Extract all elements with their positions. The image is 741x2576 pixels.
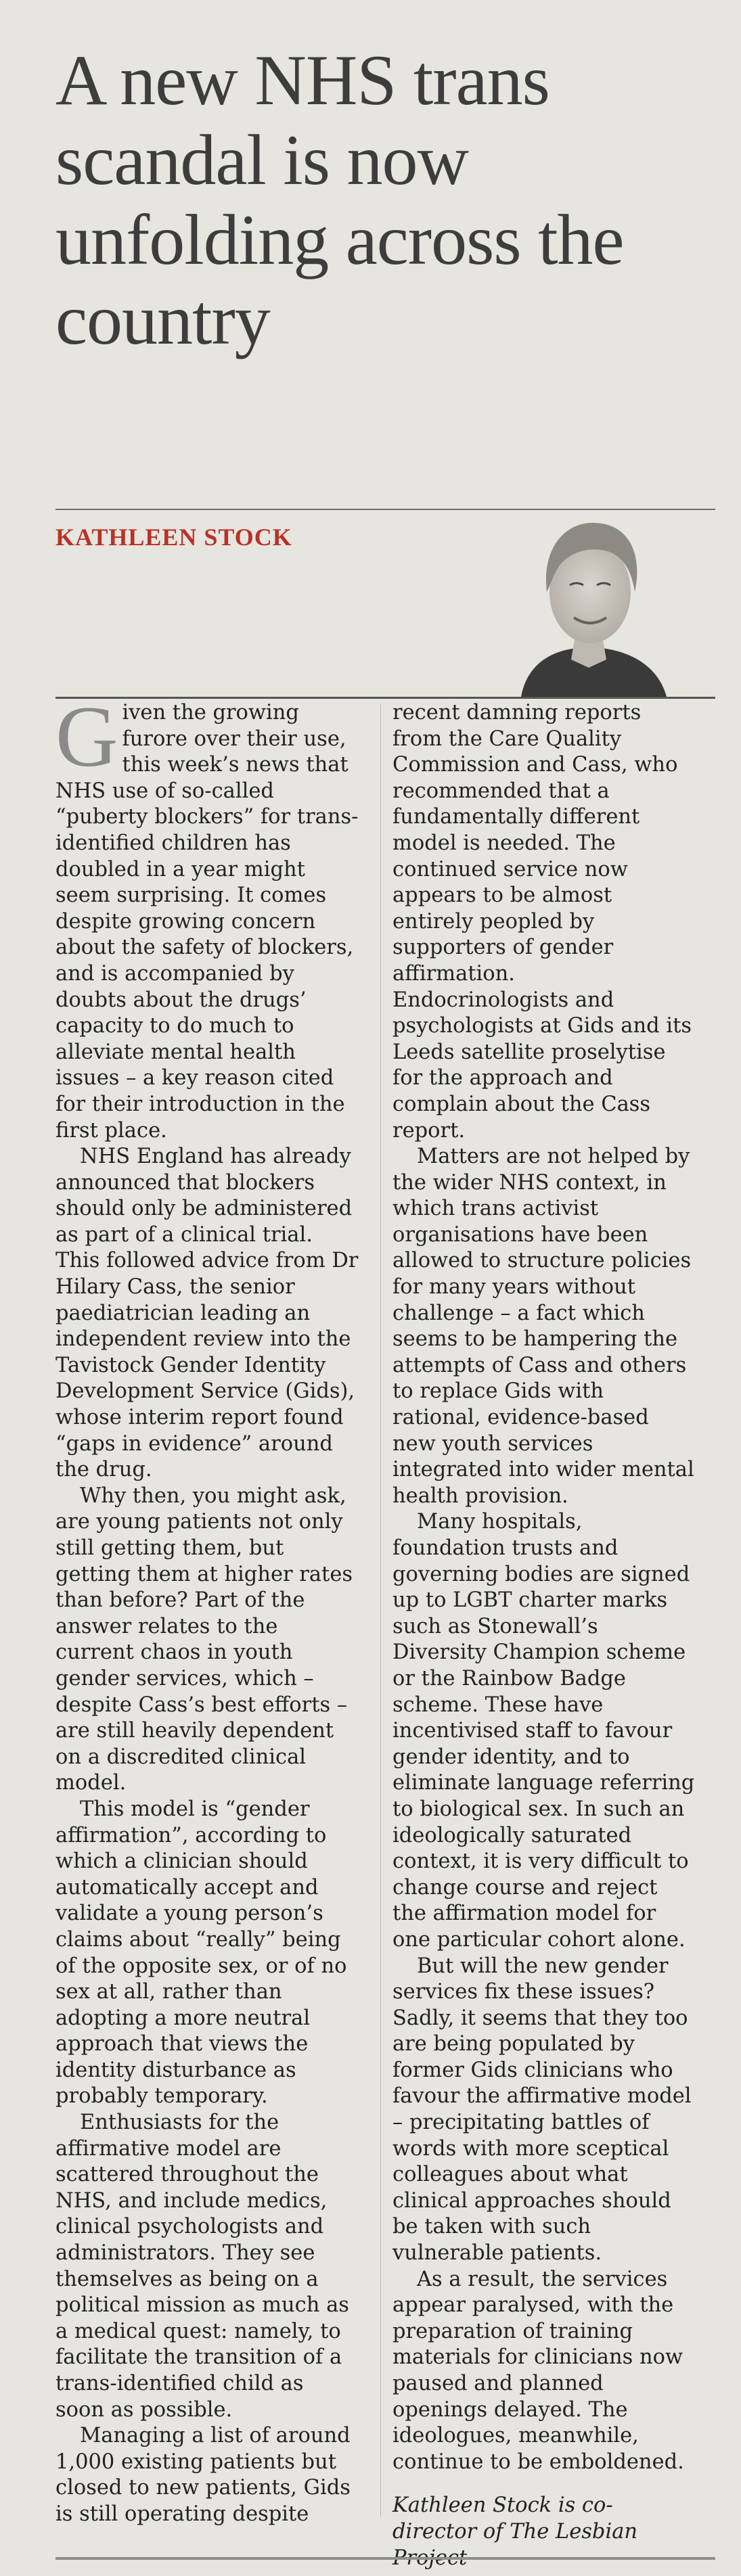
paragraph-8: Matters are not helped by the wider NHS context, in which trans activist organisations have been allowed to structure policies for many years without challenge – a fact which seems to be hampering the attempts of Cass and others to replace Gids with rational, evidence-based new youth services integrated into wider mental health provision. bbox=[392, 1145, 694, 1508]
paragraph-11: As a result, the services appear paralysed, with the preparation of training materials for clinicians now paused and planned openings delayed. The ideologues, meanwhile, continue to be emboldened. bbox=[392, 2267, 684, 2474]
column-divider bbox=[380, 704, 381, 2516]
author-bio: Kathleen Stock is co-director of The Lesbian Project bbox=[392, 2493, 638, 2570]
paragraph-5: Enthusiasts for the affirmative model are scattered throughout the NHS, and include medics, clinical psychologists and administrators. They see themselves as being on a political mission as much as a medical quest: namely, to facilitate the transition of a trans-identified child as soon as possible. bbox=[55, 2111, 349, 2422]
paragraph-7: recent damning reports from the Care Quality Commission and Cass, who recommended that a fundamentally different model is needed. The continued service now appears to be almost entirely peopled by supporters of gender affirmation. Endocrinologists and psychologists at Gids and its Leeds satellite proselytise for the approach and complain about the Cass report. bbox=[392, 701, 692, 1143]
dropcap: G bbox=[55, 689, 118, 785]
paragraph-6: Managing a list of around 1,000 existing patients but closed to new patients, Gids is still operating despite bbox=[55, 2424, 351, 2526]
author-portrait-icon bbox=[494, 490, 683, 697]
byline: KATHLEEN STOCK bbox=[55, 524, 292, 551]
paragraph-2: NHS England has already announced that blockers should only be administered as part of a clinical trial. This followed advice from Dr Hilary Cass, the senior paediatrician leading an independent review into the Tavistock Gender Identity Development Service (Gids), whose interim report found “gaps in evidence” around the drug. bbox=[55, 1145, 359, 1482]
paragraph-9: Many hospitals, foundation trusts and governing bodies are signed up to LGBT charter marks such as Stonewall’s Diversity Champion scheme or the Rainbow Badge scheme. These have incentivised staff to favour gender identity, and to eliminate language referring to biological sex. In such an ideologically saturated context, it is very difficult to change course and reject the affirmation model for one particular cohort alone. bbox=[392, 1510, 695, 1952]
paragraph-3: Why then, you might ask, are young patients not only still getting them, but getting them at higher rates than before? Part of the answer relates to the current chaos in youth gender services, which – despite Cass’s best efforts – are still heavily dependent on a discredited clinical model. bbox=[55, 1484, 353, 1795]
paragraph-1-text: iven the growing furore over their use, this week’s news that NHS use of so-called “puberty blockers” for trans-identified children has doubled in a year might seem surprising. It comes despite growing concern about the safety of blockers, and is accompanied by doubts about the drugs’ capacity to do much to alleviate mental health issues – a key reason cited for their introduction in the first place. bbox=[55, 701, 359, 1143]
left-column bbox=[55, 689, 359, 2528]
paragraph-1 bbox=[55, 689, 359, 1144]
body-rule bbox=[55, 697, 715, 699]
footer-rule bbox=[55, 2557, 715, 2560]
paragraph-4: This model is “gender affirmation”, according to which a clinician should automatically accept and validate a young person’s claims about “really” being of the opposite sex, or of no sex at all, rather than adopting a more neutral approach that views the identity disturbance as probably temporary. bbox=[55, 1797, 347, 2109]
right-column bbox=[392, 700, 696, 2571]
headline: A new NHS trans scandal is now unfolding across the country bbox=[55, 41, 624, 359]
paragraph-10: But will the new gender services fix these issues? Sadly, it seems that they too are being populated by former Gids clinicians who favour the affirmative model – precipitating battles of words with more sceptical colleagues about what clinical approaches should be taken with such vulnerable patients. bbox=[392, 1954, 692, 2266]
